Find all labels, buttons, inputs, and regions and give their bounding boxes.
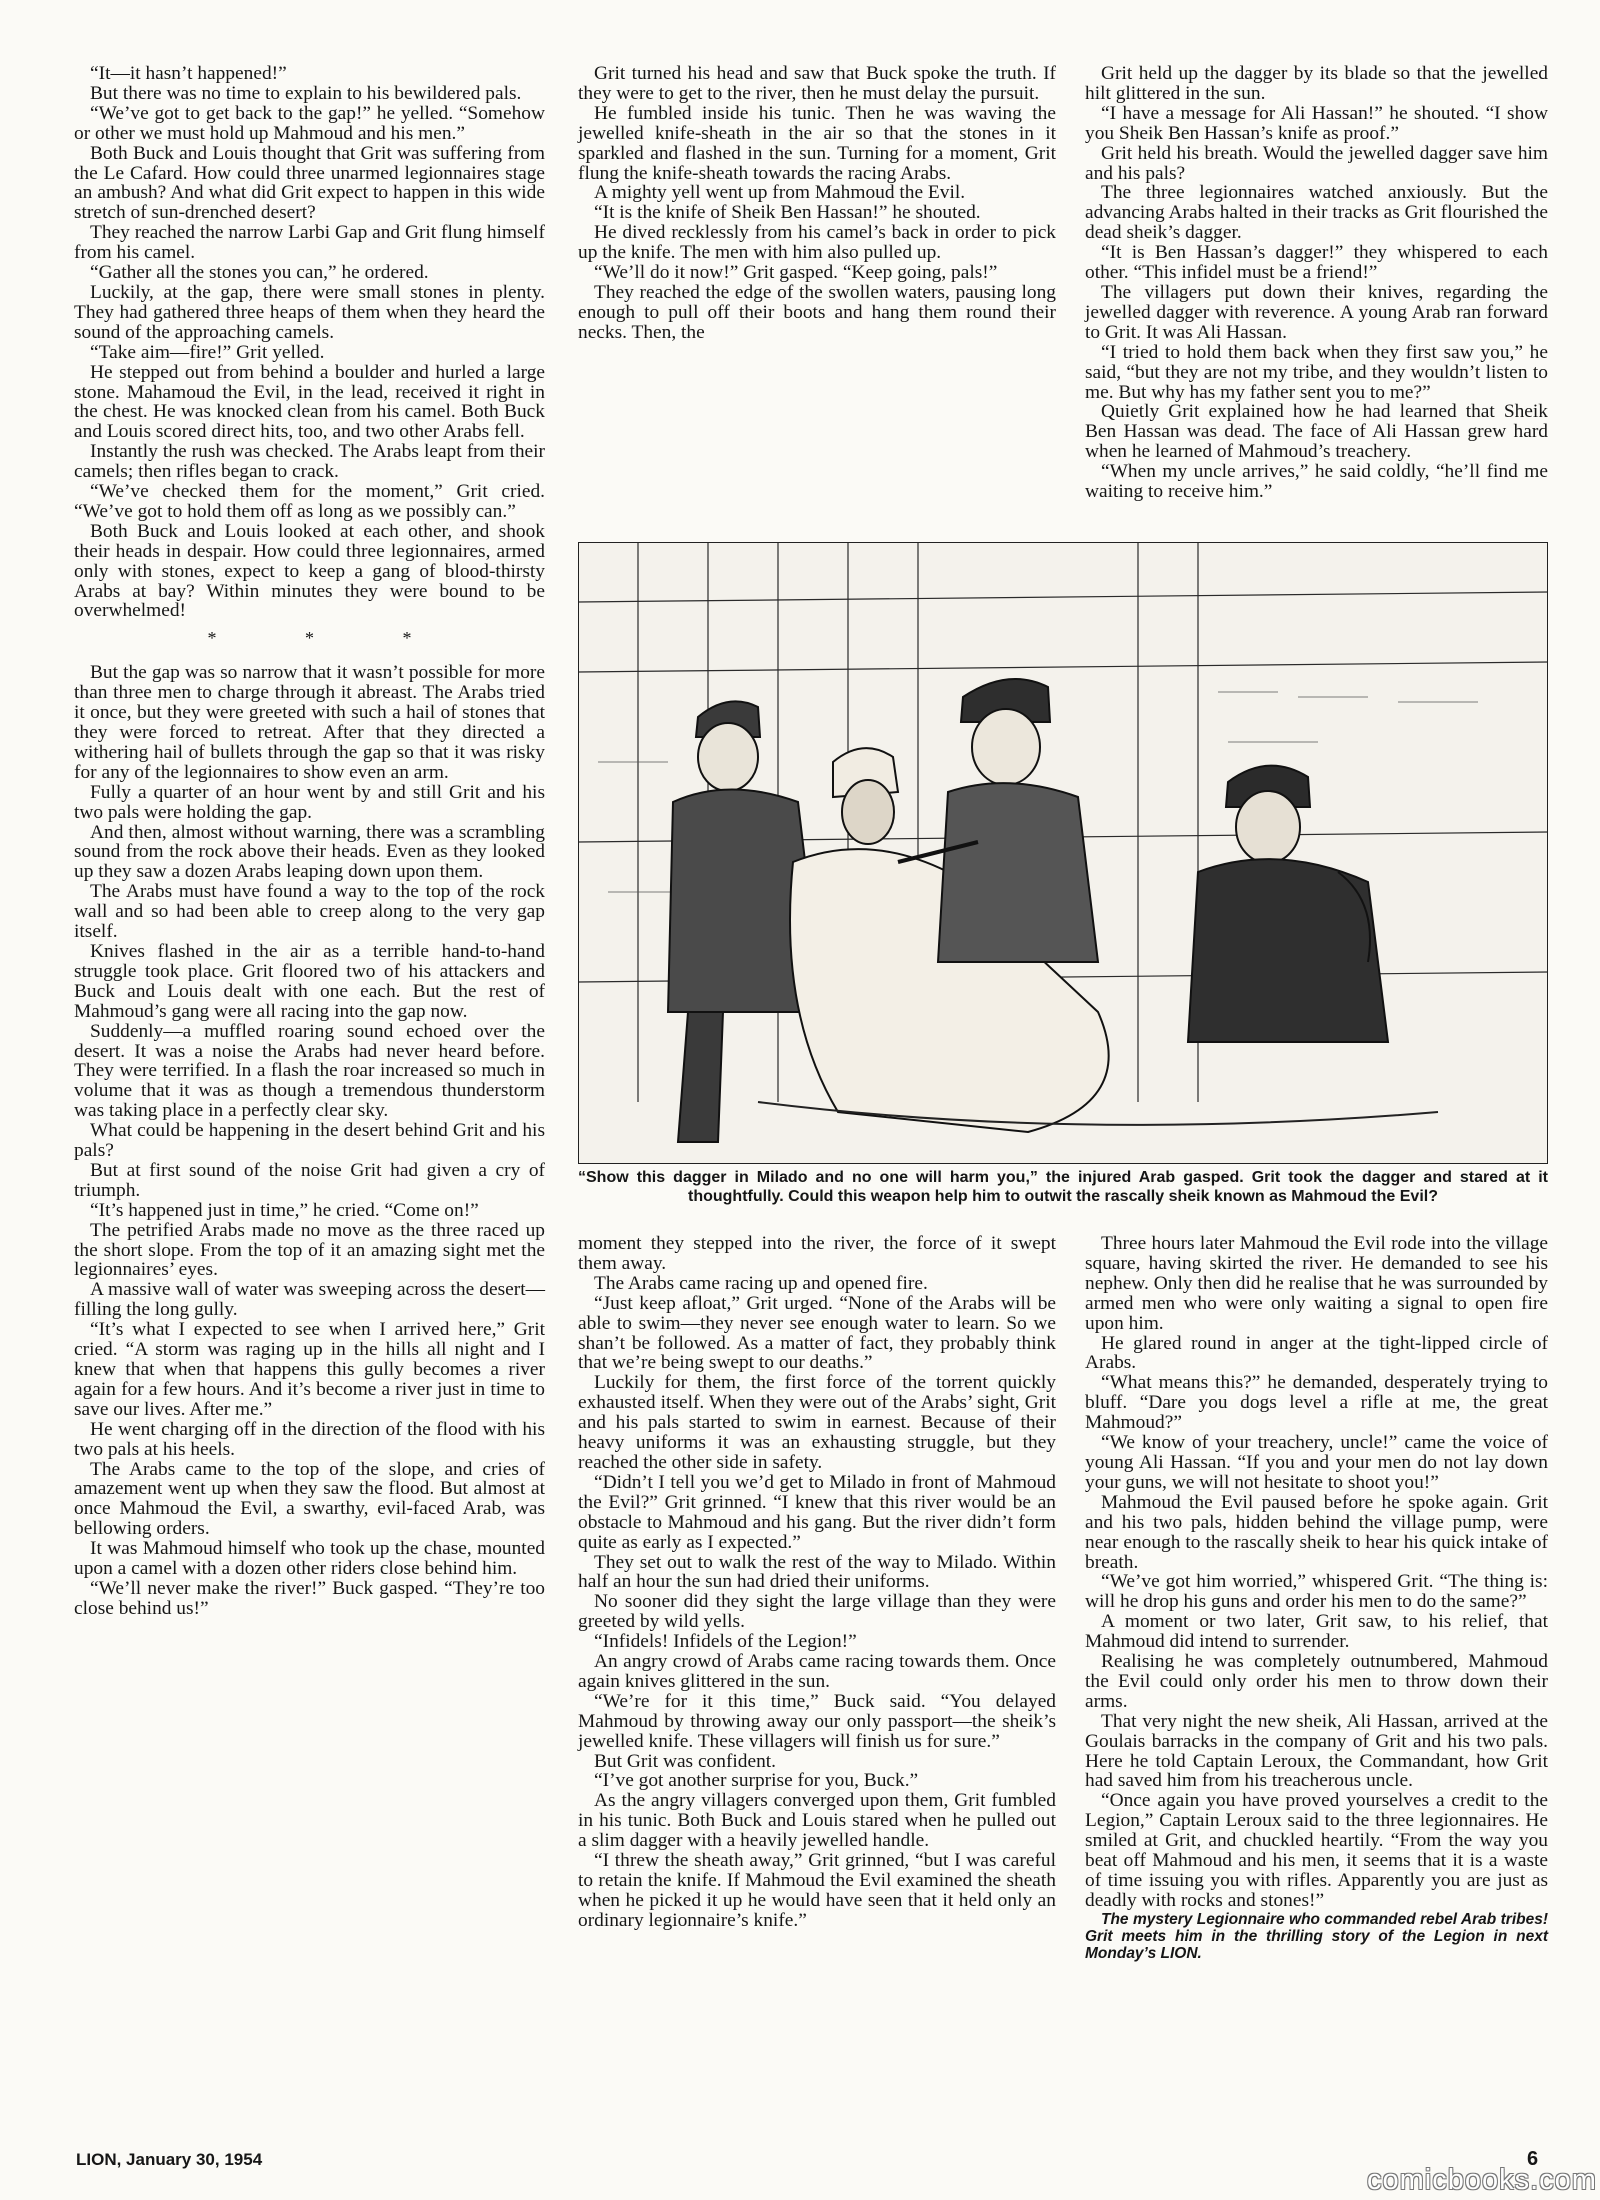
- paragraph: They set out to walk the rest of the way to Milado. Within half an hour the sun had dried their uniforms.: [578, 1551, 1056, 1593]
- paragraph: It was Mahmoud himself who took up the chase, mounted upon a camel with a dozen other riders close behind him.: [74, 1538, 545, 1580]
- paragraph: “I threw the sheath away,” Grit grinned, “but I was careful to retain the knife. If Mahmoud the Evil examined the sheath when he picked it up he would have seen that it held only an ordinary legionnaire’s knife.”: [578, 1850, 1056, 1931]
- paragraph: “We’ve got to get back to the gap!” he yelled. “Somehow or other we must hold up Mahmoud and his men.”: [74, 102, 545, 144]
- column-1: [74, 64, 545, 1619]
- paragraph: moment they stepped into the river, the force of it swept them away.: [578, 1233, 1056, 1274]
- column-2-bottom: [578, 1234, 1056, 1931]
- paragraph: Realising he was completely outnumbered, Mahmoud the Evil could only order his men to throw down their arms.: [1085, 1651, 1548, 1712]
- paragraph: Mahmoud the Evil paused before he spoke again. Grit and his two pals, hidden behind the village pump, were near enough to the rascally sheik to hear his quick intake of breath.: [1085, 1491, 1548, 1573]
- paragraph: A mighty yell went up from Mahmoud the Evil.: [594, 182, 966, 204]
- paragraph: Knives flashed in the air as a terrible hand-to-hand struggle took place. Grit floored two of his attackers and Buck and Louis dealt with one each. But the rest of Mahmoud’s gang were all racing into the gap now.: [74, 940, 545, 1022]
- paragraph: “When my uncle arrives,” he said coldly, “he’ll find me waiting to receive him.”: [1085, 461, 1548, 503]
- column-2-top: [578, 64, 1056, 343]
- column-3-top: [1085, 64, 1548, 502]
- paragraph: He went charging off in the direction of the flood with his two pals at his heels.: [74, 1418, 545, 1460]
- paragraph: “We’ve got him worried,” whispered Grit. “The thing is: will he drop his guns and order his men to do the same?”: [1085, 1571, 1548, 1613]
- paragraph: “Gather all the stones you can,” he ordered.: [90, 262, 429, 284]
- paragraph: He dived recklessly from his camel’s back in order to pick up the knife. The men with him also pulled up.: [578, 222, 1056, 264]
- column-3-bottom: [1085, 1234, 1548, 1962]
- paragraph: The Arabs came racing up and opened fire.: [594, 1272, 928, 1294]
- paragraph: They reached the narrow Larbi Gap and Grit flung himself from his camel.: [74, 222, 545, 264]
- paragraph: But there was no time to explain to his bewildered pals.: [90, 82, 522, 104]
- paragraph: A moment or two later, Grit saw, to his relief, that Mahmoud did intend to surrender.: [1085, 1611, 1548, 1653]
- paragraph: Both Buck and Louis looked at each other, and shook their heads in despair. How could three legionnaires, armed only with stones, expect to keep a gang of blood-thirsty Arabs at bay? Within minutes they were bound to be overwhelmed!: [74, 520, 545, 622]
- paragraph: They reached the edge of the swollen waters, pausing long enough to pull off their boots and hang them round their necks. Then, the: [578, 281, 1056, 343]
- page-number: 6: [1527, 2148, 1539, 2170]
- paragraph: The Arabs must have found a way to the top of the rock wall and so had been able to creep along to the very gap itself.: [74, 881, 545, 943]
- paragraph: “I have a message for Ali Hassan!” he shouted. “I show you Sheik Ben Hassan’s knife as proof.”: [1085, 102, 1548, 144]
- paragraph: “We know of your treachery, uncle!” came the voice of young Ali Hassan. “If you and your men do not lay down your guns, we will not hesitate to shoot you!”: [1085, 1432, 1548, 1493]
- paragraph: No sooner did they sight the large village than they were greeted by wild yells.: [578, 1591, 1056, 1633]
- paragraph: Fully a quarter of an hour went by and still Grit and his two pals were holding the gap.: [74, 781, 545, 823]
- next-week-preview: The mystery Legionnaire who commanded rebel Arab tribes! Grit meets him in the thrilling story of the Legion in next Monday’s LION.: [1085, 1910, 1548, 1962]
- paragraph: The Arabs came to the top of the slope, and cries of amazement went up when they saw the flood. But almost at once Mahmoud the Evil, a swarthy, evil-faced Arab, was bellowing orders.: [74, 1458, 545, 1540]
- paragraph: “We’ve checked them for the moment,” Grit cried. “We’ve got to hold them off as long as we possibly can.”: [74, 481, 545, 522]
- paragraph: Instantly the rush was checked. The Arabs leapt from their camels; then rifles began to crack.: [74, 441, 545, 483]
- watermark: comicbooks.com: [1367, 2164, 1597, 2196]
- paragraph: Both Buck and Louis thought that Grit was suffering from the Le Cafard. How could three unarmed legionnaires stage an ambush? And what did Grit expect to happen in this wide stretch of sun-drenched desert?: [74, 142, 545, 224]
- issue-date: LION, January 30, 1954: [76, 2150, 263, 2169]
- paragraph: A massive wall of water was sweeping across the desert—filling the long gully.: [74, 1279, 545, 1321]
- paragraph: “It’s happened just in time,” he cried. “Come on!”: [90, 1199, 479, 1221]
- paragraph: “Take aim—fire!” Grit yelled.: [90, 341, 325, 363]
- paragraph: He fumbled inside his tunic. Then he was waving the jewelled knife-sheath in the air so that the stones in it sparkled and flashed in the sun. Turning for a moment, Grit flung the knife-sheath towards the racing Arabs.: [578, 102, 1056, 184]
- paragraph: Grit held his breath. Would the jewelled dagger save him and his pals?: [1085, 142, 1548, 184]
- paragraph: “Once again you have proved yourselves a credit to the Legion,” Captain Leroux said to the three legionnaires. He smiled at Grit, and chuckled heartily. “From the way you beat off Mahmoud and his men, it seems that it is a waste of time issuing you with rifles. Apparently you are just as deadly with rocks and stones!”: [1085, 1790, 1548, 1911]
- paragraph: “I’ve got another surprise for you, Buck.”: [594, 1770, 919, 1792]
- paragraph: But the gap was so narrow that it wasn’t possible for more than three men to charge through it abreast. The Arabs tried it once, but they were greeted with such a hail of stones that they were forced to retreat. After that they directed a withering hail of bullets through the gap so that it was risky for any of the legionnaires to show even an arm.: [74, 662, 545, 783]
- paragraph: The petrified Arabs made no move as the three raced up the short slope. From the top of it an amazing sight met the legionnaires’ eyes.: [74, 1219, 545, 1281]
- paragraph: “Infidels! Infidels of the Legion!”: [594, 1631, 857, 1653]
- paragraph: Three hours later Mahmoud the Evil rode into the village square, having skirted the river. He demanded to see his nephew. Only then did he realise that he was surrounded by armed men who were only waiting a signal to open fire upon him.: [1085, 1233, 1548, 1334]
- story-illustration: [578, 542, 1548, 1164]
- paragraph: Quietly Grit explained how he had learned that Sheik Ben Hassan was dead. The face of Ali Hassan grew hard when he learned of Mahmoud’s treachery.: [1085, 401, 1548, 463]
- paragraph: What could be happening in the desert behind Grit and his pals?: [74, 1120, 545, 1162]
- section-separator: * * *: [207, 628, 454, 649]
- paragraph: “Didn’t I tell you we’d get to Milado in front of Mahmoud the Evil?” Grit grinned. “I knew that this river would be an obstacle to Mahmoud and his gang. But the river didn’t form quite as early as I expected.”: [578, 1471, 1056, 1553]
- paragraph: As the angry villagers converged upon them, Grit fumbled in his tunic. Both Buck and Louis stared when he pulled out a slim dagger with a heavily jewelled handle.: [578, 1790, 1056, 1852]
- paragraph: “It is the knife of Sheik Ben Hassan!” he shouted.: [594, 202, 981, 224]
- paragraph: “What means this?” he demanded, desperately trying to bluff. “Dare you dogs level a rifle at me, the great Mahmoud?”: [1085, 1372, 1548, 1434]
- paragraph: And then, almost without warning, there was a scrambling sound from the rock above their heads. Even as they looked up they saw a dozen Arabs leaping down upon them.: [74, 821, 545, 883]
- paragraph: “It is Ben Hassan’s dagger!” they whispered to each other. “This infidel must be a friend!”: [1085, 242, 1548, 284]
- paragraph: The villagers put down their knives, regarding the jewelled dagger with reverence. A young Arab ran forward to Grit. It was Ali Hassan.: [1085, 281, 1548, 343]
- paragraph: But Grit was confident.: [594, 1750, 777, 1772]
- paragraph: An angry crowd of Arabs came racing towards them. Once again knives glittered in the sun.: [578, 1651, 1056, 1692]
- paragraph: “Just keep afloat,” Grit urged. “None of the Arabs will be able to swim—they never see enough water to learn. So we shan’t be followed. As a matter of fact, they probably think that we’re being swept to our deaths.”: [578, 1292, 1056, 1374]
- paragraph: He stepped out from behind a boulder and hurled a large stone. Mahamoud the Evil, in the lead, received it right in the chest. He was knocked clean from his camel. Both Buck and Louis scored direct hits, too, and two other Arabs fell.: [74, 361, 545, 443]
- paragraph: “It—it hasn’t happened!”: [90, 63, 287, 84]
- paragraph: Grit held up the dagger by its blade so that the jewelled hilt glittered in the sun.: [1085, 63, 1548, 104]
- paragraph: But at first sound of the noise Grit had given a cry of triumph.: [74, 1159, 545, 1201]
- paragraph: Luckily for them, the first force of the torrent quickly exhausted itself. When they were out of the Arabs’ sight, Grit and his pals started to swim in earnest. Because of their heavy uniforms it was an exhausting struggle, but they reached the other side in safety.: [578, 1372, 1056, 1473]
- paragraph: The three legionnaires watched anxiously. But the advancing Arabs halted in their tracks as Grit flourished the dead sheik’s dagger.: [1085, 182, 1548, 244]
- paragraph: “We’ll never make the river!” Buck gasped. “They’re too close behind us!”: [74, 1577, 545, 1619]
- paragraph: “I tried to hold them back when they first saw you,” he said, “but they are not my tribe, and they wouldn’t listen to me. But why has my father sent you to me?”: [1085, 341, 1548, 403]
- paragraph: Suddenly—a muffled roaring sound echoed over the desert. It was a noise the Arabs had never heard before. They were terrified. In a flash the roar increased so much in volume that it was as though a tremendous thunderstorm was taking place in a perfectly clear sky.: [74, 1020, 545, 1122]
- paragraph: Luckily, at the gap, there were small stones in plenty. They had gathered three heaps of them when they heard the sound of the approaching camels.: [74, 281, 545, 343]
- illustration-caption: “Show this dagger in Milado and no one will harm you,” the injured Arab gasped. Grit took the dagger and stared at it thoughtfully. Could this weapon help him to outwit the rascally sheik known as Mahmoud the Evil?: [578, 1169, 1548, 1205]
- paragraph: He glared round in anger at the tight-lipped circle of Arabs.: [1085, 1332, 1548, 1374]
- paragraph: That very night the new sheik, Ali Hassan, arrived at the Goulais barracks in the company of Grit and his two pals. Here he told Captain Leroux, the Commandant, how Grit had saved him from his treacherous uncle.: [1085, 1710, 1548, 1792]
- paragraph: “We’ll do it now!” Grit gasped. “Keep going, pals!”: [594, 262, 998, 284]
- paragraph: “We’re for it this time,” Buck said. “You delayed Mahmoud by throwing away our only passport—the sheik’s jewelled knife. These villagers will finish us for sure.”: [578, 1690, 1056, 1752]
- paragraph: Grit turned his head and saw that Buck spoke the truth. If they were to get to the river, then he must delay the pursuit.: [578, 63, 1056, 104]
- paragraph: “It’s what I expected to see when I arrived here,” Grit cried. “A storm was raging up in the hills all night and I knew that when that happens this gully becomes a river again for a few hours. And it’s become a river just in time to save our lives. After me.”: [74, 1319, 545, 1420]
